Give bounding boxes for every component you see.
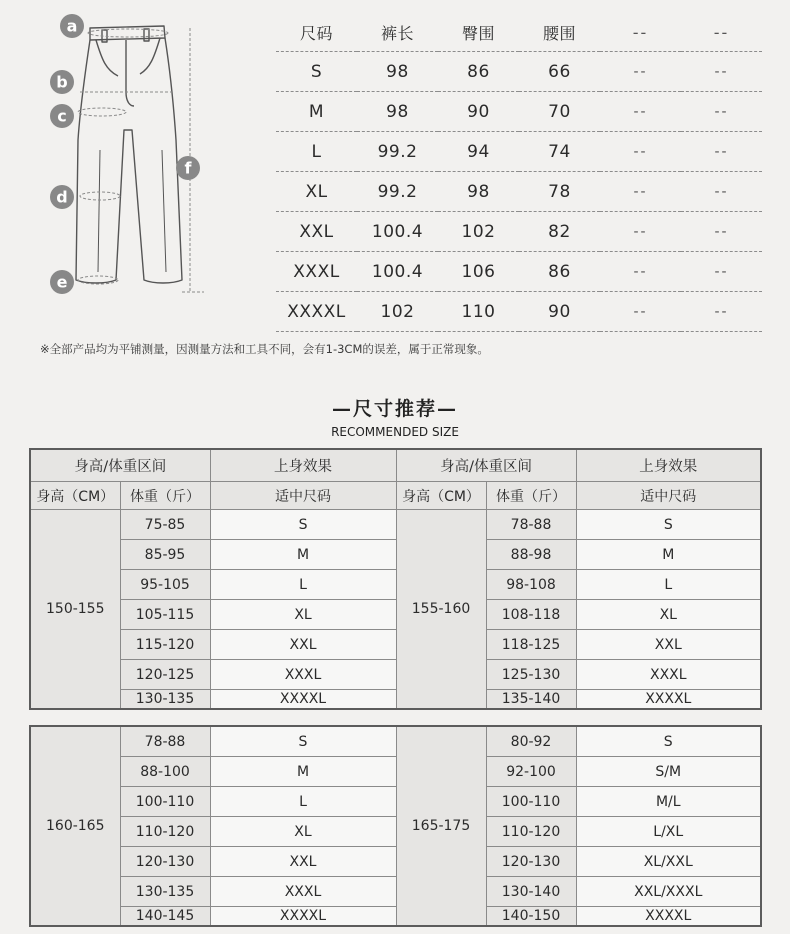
- placeholder-cell: --: [681, 92, 762, 132]
- weight-range-cell: 118-125: [486, 630, 576, 660]
- header-pants-length: 裤长: [357, 14, 438, 52]
- size-cell: XL: [276, 172, 357, 212]
- svg-text:d: d: [56, 187, 68, 207]
- table-row: [30, 877, 761, 907]
- hip-cell: 98: [438, 172, 519, 212]
- placeholder-cell: --: [600, 52, 681, 92]
- length-cell: 99.2: [357, 172, 438, 212]
- marker-a: [60, 14, 84, 38]
- waist-cell: 90: [519, 292, 600, 332]
- weight-range-cell: 92-100: [486, 757, 576, 787]
- pants-diagram: [44, 10, 220, 302]
- table-row: [30, 510, 761, 540]
- measurement-row: [276, 172, 762, 212]
- header-size: 尺码: [276, 14, 357, 52]
- table-row: [30, 600, 761, 630]
- weight-range-cell: 120-125: [120, 660, 210, 690]
- placeholder-cell: --: [600, 172, 681, 212]
- length-cell: 100.4: [357, 252, 438, 292]
- weight-range-cell: 115-120: [120, 630, 210, 660]
- size-cell: M: [576, 540, 761, 570]
- size-cell: XL: [576, 600, 761, 630]
- weight-range-cell: 120-130: [486, 847, 576, 877]
- hip-cell: 106: [438, 252, 519, 292]
- measurement-row: [276, 92, 762, 132]
- weight-range-cell: 140-145: [120, 907, 210, 927]
- table-row: [30, 817, 761, 847]
- header-hip: 臀围: [438, 14, 519, 52]
- table-row: [30, 690, 761, 710]
- header-height-weight-range: 身高/体重区间: [396, 449, 576, 482]
- measurement-row: [276, 252, 762, 292]
- weight-range-cell: 88-100: [120, 757, 210, 787]
- weight-range-cell: 100-110: [120, 787, 210, 817]
- size-cell: XXXXL: [576, 690, 761, 710]
- svg-text:b: b: [56, 72, 68, 92]
- header-fit-effect: 上身效果: [210, 449, 396, 482]
- weight-range-cell: 105-115: [120, 600, 210, 630]
- size-cell: L/XL: [576, 817, 761, 847]
- header-placeholder: --: [600, 14, 681, 52]
- marker-e: [50, 270, 74, 294]
- length-cell: 102: [357, 292, 438, 332]
- size-cell: XXL: [210, 847, 396, 877]
- placeholder-cell: --: [600, 252, 681, 292]
- measurement-header-row: [276, 14, 762, 52]
- subheader-height: 身高（CM）: [30, 482, 120, 510]
- header-height-weight-range: 身高/体重区间: [30, 449, 210, 482]
- marker-c: [50, 104, 74, 128]
- pocket-line: [96, 40, 118, 76]
- size-cell: XXL/XXXL: [576, 877, 761, 907]
- length-cell: 99.2: [357, 132, 438, 172]
- size-cell: XXXXL: [210, 907, 396, 927]
- table-row: [30, 726, 761, 757]
- length-cell: 98: [357, 92, 438, 132]
- measurement-row: [276, 212, 762, 252]
- crease-line: [98, 150, 100, 272]
- marker-b: [50, 70, 74, 94]
- length-cell: 100.4: [357, 212, 438, 252]
- table-row: [30, 630, 761, 660]
- pocket-line: [140, 38, 160, 74]
- subheader-height: 身高（CM）: [396, 482, 486, 510]
- size-cell: XL: [210, 817, 396, 847]
- placeholder-cell: --: [681, 252, 762, 292]
- svg-text:a: a: [66, 16, 78, 36]
- size-cell: XL/XXL: [576, 847, 761, 877]
- size-cell: XXL: [276, 212, 357, 252]
- height-range-cell: 160-165: [30, 726, 120, 926]
- knee-measure-line: [80, 192, 120, 200]
- weight-range-cell: 78-88: [486, 510, 576, 540]
- size-cell: XXL: [210, 630, 396, 660]
- marker-f: [176, 156, 200, 180]
- weight-range-cell: 80-92: [486, 726, 576, 757]
- subheader-row: [30, 482, 761, 510]
- weight-range-cell: 130-135: [120, 877, 210, 907]
- hip-cell: 90: [438, 92, 519, 132]
- weight-range-cell: 85-95: [120, 540, 210, 570]
- weight-range-cell: 98-108: [486, 570, 576, 600]
- weight-range-cell: 78-88: [120, 726, 210, 757]
- size-cell: M: [210, 757, 396, 787]
- weight-range-cell: 100-110: [486, 787, 576, 817]
- size-cell: XXXXL: [576, 907, 761, 927]
- waist-cell: 82: [519, 212, 600, 252]
- weight-range-cell: 125-130: [486, 660, 576, 690]
- waist-cell: 78: [519, 172, 600, 212]
- waist-cell: 70: [519, 92, 600, 132]
- waist-measure-line: [88, 29, 168, 37]
- size-cell: S: [210, 726, 396, 757]
- weight-range-cell: 75-85: [120, 510, 210, 540]
- table-row: [30, 540, 761, 570]
- waistband-outline: [90, 26, 165, 40]
- height-range-cell: 155-160: [396, 510, 486, 710]
- weight-range-cell: 130-140: [486, 877, 576, 907]
- table-row: [30, 757, 761, 787]
- size-cell: L: [276, 132, 357, 172]
- recommended-size-table-bottom: [29, 725, 762, 927]
- placeholder-cell: --: [681, 172, 762, 212]
- size-cell: XXXL: [210, 877, 396, 907]
- placeholder-cell: --: [681, 132, 762, 172]
- size-cell: M: [276, 92, 357, 132]
- placeholder-cell: --: [681, 52, 762, 92]
- waist-cell: 66: [519, 52, 600, 92]
- subheader-size: 适中尺码: [210, 482, 396, 510]
- waist-cell: 86: [519, 252, 600, 292]
- table-row: [30, 570, 761, 600]
- thigh-measure-line: [78, 108, 126, 116]
- size-cell: XXXL: [276, 252, 357, 292]
- measurement-row: [276, 52, 762, 92]
- placeholder-cell: --: [681, 292, 762, 332]
- measurement-table: [276, 14, 762, 332]
- weight-range-cell: 88-98: [486, 540, 576, 570]
- weight-range-cell: 110-120: [120, 817, 210, 847]
- measurement-note: ※全部产品均为平铺测量，因测量方法和工具不同，会有1-3CM的误差，属于正常现象。: [40, 342, 489, 356]
- svg-text:c: c: [57, 106, 67, 126]
- table-row: [30, 907, 761, 927]
- subheader-weight: 体重（斤）: [120, 482, 210, 510]
- hip-cell: 110: [438, 292, 519, 332]
- placeholder-cell: --: [600, 292, 681, 332]
- table-row: [30, 787, 761, 817]
- size-cell: M/L: [576, 787, 761, 817]
- weight-range-cell: 110-120: [486, 817, 576, 847]
- recommended-title: —尺寸推荐—: [331, 398, 458, 420]
- svg-text:e: e: [56, 272, 68, 292]
- size-cell: S: [576, 510, 761, 540]
- size-cell: L: [210, 570, 396, 600]
- placeholder-cell: --: [600, 212, 681, 252]
- hip-cell: 102: [438, 212, 519, 252]
- measurement-row: [276, 292, 762, 332]
- weight-range-cell: 120-130: [120, 847, 210, 877]
- svg-text:f: f: [184, 158, 192, 178]
- pants-outline: [76, 38, 182, 283]
- placeholder-cell: --: [600, 92, 681, 132]
- height-range-cell: 150-155: [30, 510, 120, 710]
- size-cell: M: [210, 540, 396, 570]
- size-cell: XXXXL: [210, 690, 396, 710]
- size-cell: XXXL: [210, 660, 396, 690]
- subheader-weight: 体重（斤）: [486, 482, 576, 510]
- fly-line: [126, 40, 134, 106]
- size-cell: S: [576, 726, 761, 757]
- size-cell: L: [576, 570, 761, 600]
- header-waist: 腰围: [519, 14, 600, 52]
- weight-range-cell: 108-118: [486, 600, 576, 630]
- header-fit-effect: 上身效果: [576, 449, 761, 482]
- weight-range-cell: 95-105: [120, 570, 210, 600]
- hip-cell: 94: [438, 132, 519, 172]
- marker-d: [50, 185, 74, 209]
- size-cell: XXXXL: [276, 292, 357, 332]
- size-cell: S/M: [576, 757, 761, 787]
- size-cell: L: [210, 787, 396, 817]
- weight-range-cell: 135-140: [486, 690, 576, 710]
- header-placeholder: --: [681, 14, 762, 52]
- weight-range-cell: 140-150: [486, 907, 576, 927]
- size-cell: S: [276, 52, 357, 92]
- height-range-cell: 165-175: [396, 726, 486, 926]
- waist-cell: 74: [519, 132, 600, 172]
- subheader-size: 适中尺码: [576, 482, 761, 510]
- length-cell: 98: [357, 52, 438, 92]
- header-row: [30, 449, 761, 482]
- size-cell: XL: [210, 600, 396, 630]
- crease-line: [162, 150, 166, 272]
- placeholder-cell: --: [600, 132, 681, 172]
- recommended-size-table-top: [29, 448, 762, 710]
- recommended-subtitle: RECOMMENDED SIZE: [331, 425, 459, 439]
- hip-cell: 86: [438, 52, 519, 92]
- size-cell: S: [210, 510, 396, 540]
- size-cell: XXL: [576, 630, 761, 660]
- table-row: [30, 660, 761, 690]
- size-cell: XXXL: [576, 660, 761, 690]
- weight-range-cell: 130-135: [120, 690, 210, 710]
- measurement-row: [276, 132, 762, 172]
- table-row: [30, 847, 761, 877]
- placeholder-cell: --: [681, 212, 762, 252]
